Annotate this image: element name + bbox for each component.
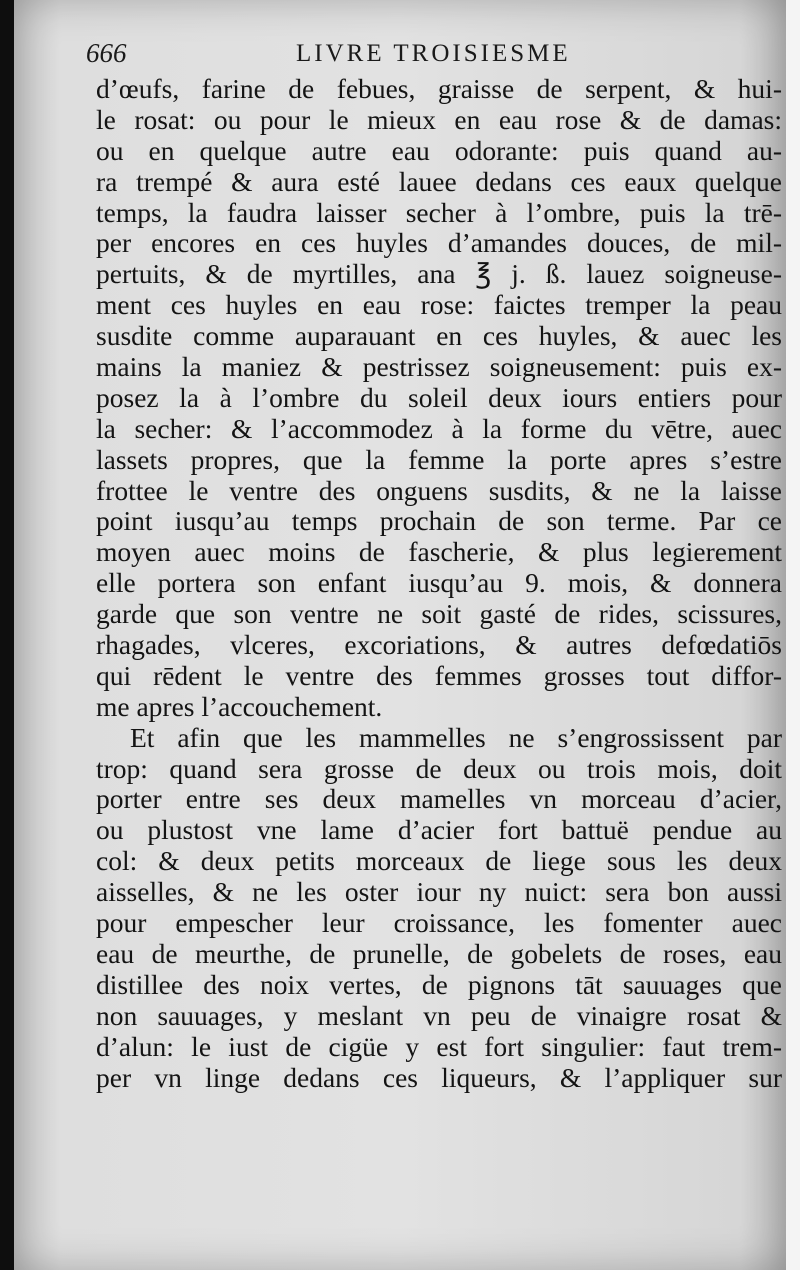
text-line: qui rēdent le ventre des femmes grosses tout diffor- (96, 659, 782, 691)
text-line: d’alun: le iust de cigüe y est fort singulier: faut trem- (96, 1030, 782, 1062)
paragraph-1 (96, 74, 782, 723)
text-line: ment ces huyles en eau rose: faictes tremper la peau (96, 289, 782, 321)
text-line: moyen auec moins de fascherie, & plus legierement (96, 536, 782, 568)
text-line: porter entre ses deux mamelles vn morceau d’acier, (96, 783, 782, 815)
text-line: mains la maniez & pestrissez soigneusement: puis ex- (96, 351, 782, 383)
text-line: ou plustost vne lame d’acier fort battuë pendue au (96, 814, 782, 846)
text-line: ou en quelque autre eau odorante: puis quand au- (96, 134, 782, 166)
text-line: ra trempé & aura esté lauee dedans ces eaux quelque (96, 165, 782, 197)
text-line: distillee des noix vertes, de pignons tāt sauuages que (96, 968, 782, 1000)
text-line: lassets propres, que la femme la porte apres s’estre (96, 443, 782, 475)
text-line: frottee le ventre des onguens susdits, & ne la laisse (96, 474, 782, 506)
text-line: elle portera son enfant iusqu’au 9. mois, & donnera (96, 567, 782, 599)
text-line: la secher: & l’accommodez à la forme du vētre, auec (96, 412, 782, 444)
text-line: me apres l’accouchement. (96, 690, 383, 722)
text-line: posez la à l’ombre du soleil deux iours entiers pour (96, 381, 782, 413)
body-text (96, 74, 782, 1093)
text-line: per vn linge dedans ces liqueurs, & l’appliquer sur (96, 1061, 782, 1093)
text-line: le rosat: ou pour le mieux en eau rose & de damas: (96, 103, 782, 135)
text-line: aisselles, & ne les oster iour ny nuict: sera bon aussi (96, 876, 782, 908)
text-line: eau de meurthe, de prunelle, de gobelets de roses, eau (96, 937, 782, 969)
running-head: LIVRE TROISIESME (296, 40, 571, 67)
text-line: Et afin que les mammelles ne s’engrossissent par (130, 721, 782, 753)
text-line: garde que son ventre ne soit gasté de rides, scissures, (96, 598, 782, 630)
book-page (14, 0, 786, 1270)
text-line: point iusqu’au temps prochain de son terme. Par ce (96, 505, 782, 537)
text-line: per encores en ces huyles d’amandes douces, de mil- (96, 227, 782, 259)
text-line: d’œufs, farine de febues, graisse de serpent, & hui- (96, 73, 782, 104)
text-line: rhagades, vlceres, excoriations, & autres defœdatiōs (96, 629, 782, 661)
text-line: temps, la faudra laisser secher à l’ombre, puis la trē- (96, 196, 782, 228)
page-header (86, 38, 776, 78)
page-edge (786, 0, 800, 1270)
text-line: non sauuages, y meslant vn peu de vinaigre rosat & (96, 999, 782, 1031)
text-line: pour empescher leur croissance, les fomenter auec (96, 907, 782, 939)
text-line: pertuits, & de myrtilles, ana ℥ j. ß. lauez soigneuse- (96, 258, 782, 290)
paragraph-2 (96, 723, 782, 1094)
text-line: susdite comme auparauant en ces huyles, & auec les (96, 320, 782, 352)
text-line: col: & deux petits morceaux de liege sous les deux (96, 845, 782, 877)
text-line: trop: quand sera grosse de deux ou trois mois, doit (96, 752, 782, 784)
page-number: 666 (86, 38, 127, 68)
